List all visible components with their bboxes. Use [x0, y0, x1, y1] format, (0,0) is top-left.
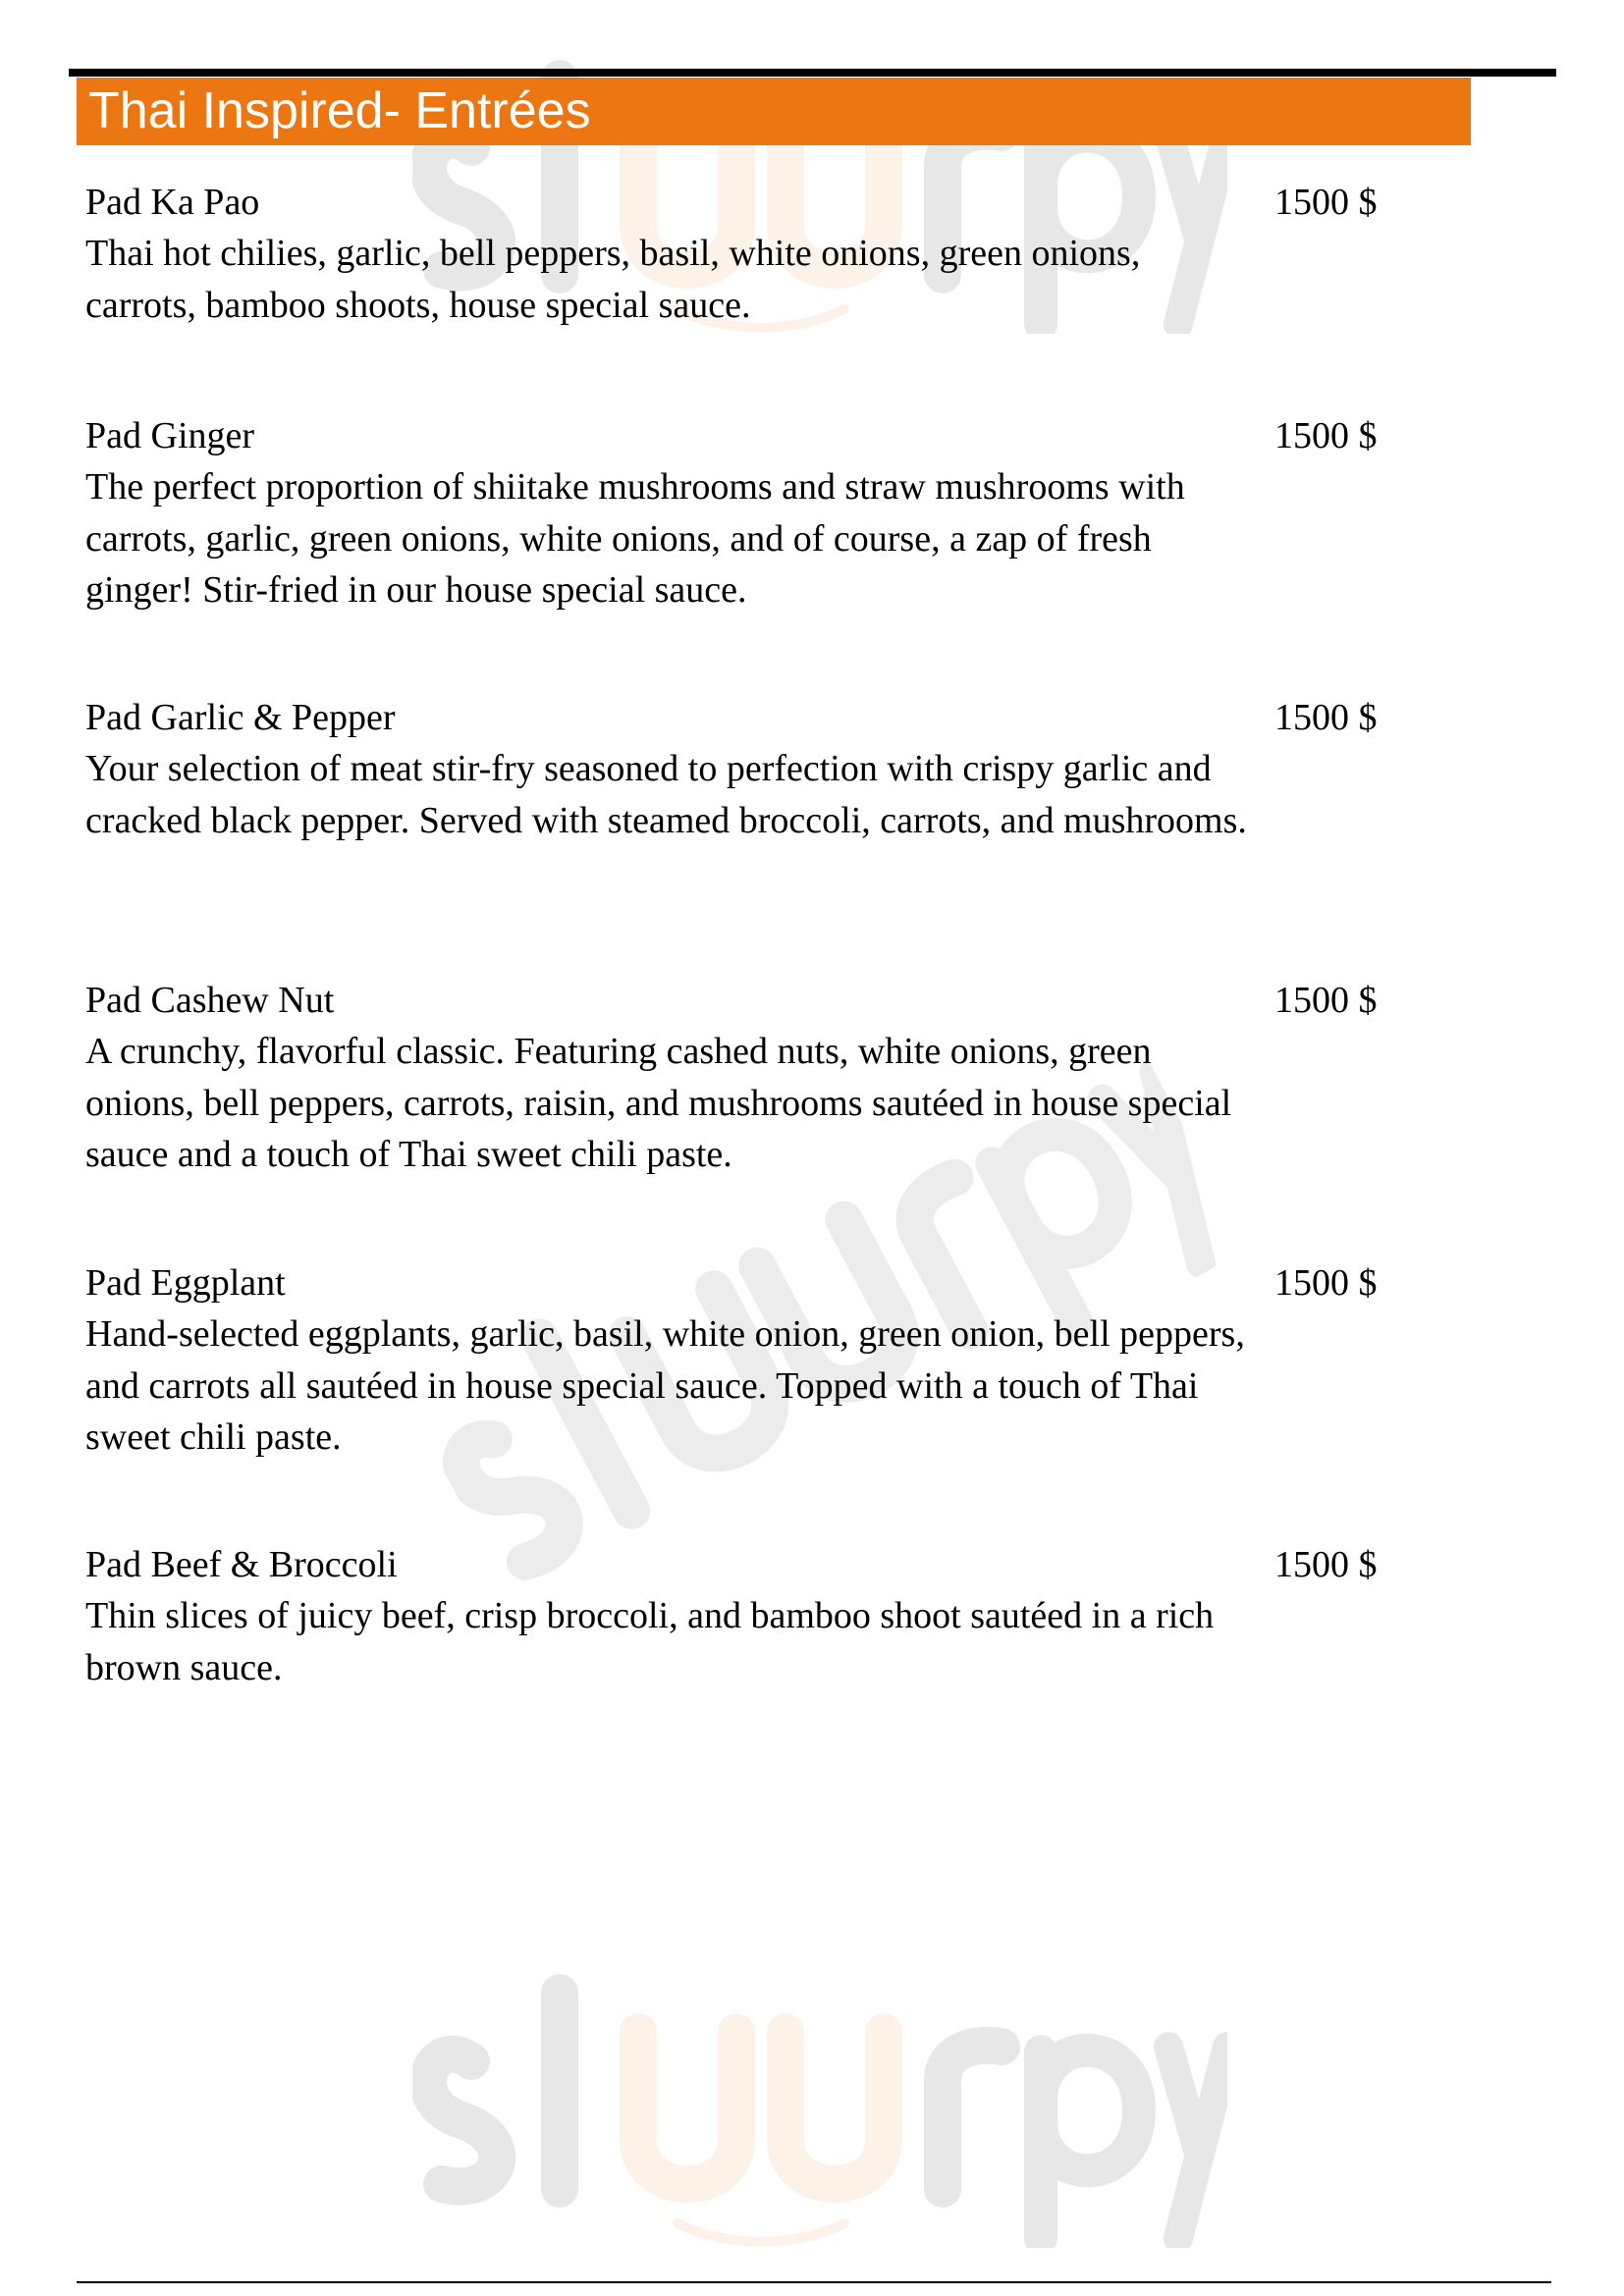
item-description: Thai hot chilies, garlic, bell peppers, basil, white onions, green onions, carrots, bamboo shoots, house special sauce. — [85, 233, 1141, 326]
item-price: 1500 $ — [1274, 1262, 1378, 1304]
item-description: Hand-selected eggplants, garlic, basil, white onion, green onion, bell peppers, and carrots all sautéed in house special sauce. Topped with a touch of Thai sweet chili paste. — [85, 1313, 1245, 1458]
item-description: Thin slices of juicy beef, crisp broccoli, and bamboo shoot sautéed in a rich brown sauce. — [85, 1595, 1215, 1688]
menu-item — [85, 1539, 1421, 1693]
item-price: 1500 $ — [1274, 415, 1378, 456]
item-name: Pad Beef & Broccoli — [85, 1544, 398, 1585]
item-name: Pad Ka Pao — [85, 182, 260, 223]
item-name: Pad Eggplant — [85, 1262, 286, 1304]
item-price: 1500 $ — [1274, 697, 1378, 738]
item-name: Pad Ginger — [85, 415, 255, 456]
item-description: Your selection of meat stir-fry seasoned to perfection with crispy garlic and cracked black pepper. Served with steamed broccoli, carrots, and mushrooms. — [85, 748, 1247, 841]
item-price: 1500 $ — [1274, 182, 1378, 223]
item-name: Pad Garlic & Pepper — [85, 697, 396, 738]
watermark-logo — [412, 1953, 1227, 2248]
item-price: 1500 $ — [1274, 1544, 1378, 1585]
menu-item — [85, 692, 1421, 846]
top-rule — [69, 69, 1556, 77]
menu-item — [85, 177, 1421, 331]
item-name: Pad Cashew Nut — [85, 980, 335, 1021]
item-description: The perfect proportion of shiitake mushrooms and straw mushrooms with carrots, garlic, green onions, white onions, and of course, a zap of fresh ginger! Stir-fried in our house special sauce. — [85, 466, 1185, 611]
menu-item — [85, 410, 1421, 616]
menu-item — [85, 1257, 1421, 1464]
bottom-rule — [77, 2281, 1551, 2283]
item-price: 1500 $ — [1274, 980, 1378, 1021]
section-title: Thai Inspired- Entrées — [77, 78, 1471, 145]
item-description: A crunchy, flavorful classic. Featuring cashed nuts, white onions, green onions, bell peppers, carrots, raisin, and mushrooms sautéed in house special sauce and a touch of Thai sweet chili paste. — [85, 1031, 1232, 1175]
menu-item — [85, 975, 1421, 1181]
